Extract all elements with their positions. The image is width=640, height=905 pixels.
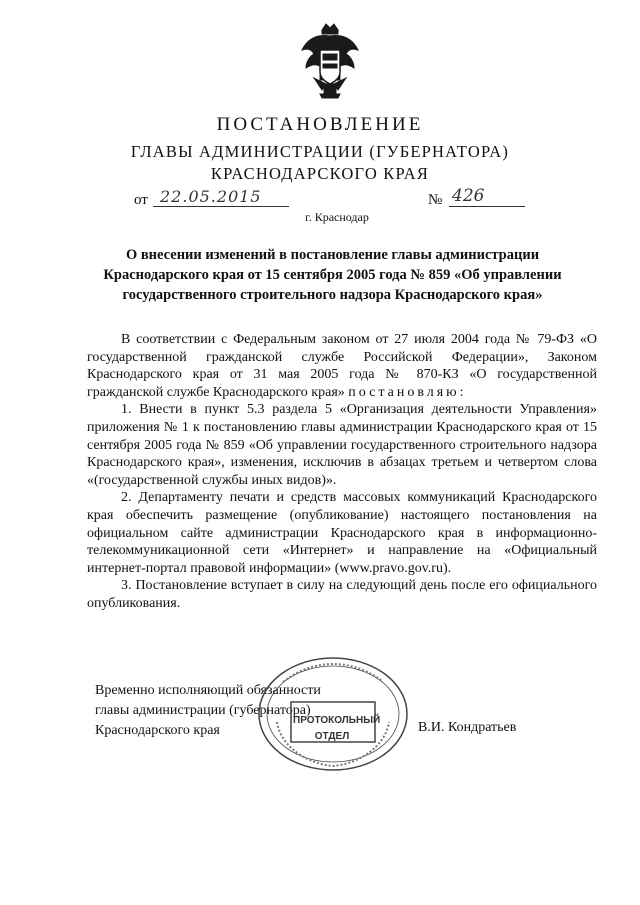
- document-body: [87, 331, 597, 613]
- document-subject: [80, 245, 585, 305]
- handwritten-number: 426: [452, 186, 485, 206]
- preamble-paragraph: В соответствии с Федеральным законом от 27 июля 2004 года № 79-ФЗ «О государственной гражданской службе Российской Федерации», Законом Краснодарского края от 31 мая 2005 года № 870-КЗ «О государственной гражданской службе Краснодарского края» постановляю:: [87, 332, 597, 400]
- document-type-title: ПОСТАНОВЛЕНИЕ: [216, 114, 424, 135]
- date-underline: [153, 206, 289, 207]
- coat-of-arms-icon: [298, 20, 362, 100]
- signatory-title: Временно исполняющий обязанности главы администрации (губернатора) Краснодарского края: [95, 683, 321, 738]
- clause-2: 2. Департаменту печати и средств массовых коммуникаций Краснодарского края обеспечить размещение (опубликование) настоящего постановления на официальном сайте администрации Краснодарского края в информационно-телекоммуникационной сети «Интернет» и направление на «Официальный интернет-портал правовой информации» (www.pravo.gov.ru).: [87, 490, 597, 576]
- subject-line: государственного строительного надзора Краснодарского края»: [122, 287, 543, 303]
- resolve-word: постановляю:: [348, 384, 467, 400]
- handwritten-date: 22.05.2015: [160, 187, 262, 206]
- date-prefix: от: [134, 192, 148, 208]
- number-underline: [449, 206, 525, 207]
- issuer-line: ГЛАВЫ АДМИНИСТРАЦИИ (ГУБЕРНАТОРА): [130, 142, 510, 161]
- clause-3: 3. Постановление вступает в силу на следующий день после его официального опубликования.: [87, 578, 597, 611]
- subject-line: Краснодарского края от 15 сентября 2005 года № 859 «Об управлении: [103, 267, 562, 283]
- number-prefix: №: [428, 192, 443, 208]
- clause-1: 1. Внести в пункт 5.3 раздела 5 «Организация деятельности Управления» приложения № 1 к постановлению главы администрации Краснодарского края от 15 сентября 2005 года № 859 «Об управлении государственного строительного надзора Краснодарского края», изменения, исключив в абзацах третьем и четвертом слова «(государственной службы иных видов)».: [87, 402, 597, 488]
- signatory-name: В.И. Кондратьев: [418, 720, 517, 735]
- issuer-region: КРАСНОДАРСКОГО КРАЯ: [210, 164, 430, 183]
- city-label: г. Краснодар: [305, 210, 369, 224]
- stamp-text: ПРОТОКОЛЬНЫЙ ОТДЕЛ: [293, 715, 381, 742]
- subject-line: О внесении изменений в постановление главы администрации: [125, 247, 540, 263]
